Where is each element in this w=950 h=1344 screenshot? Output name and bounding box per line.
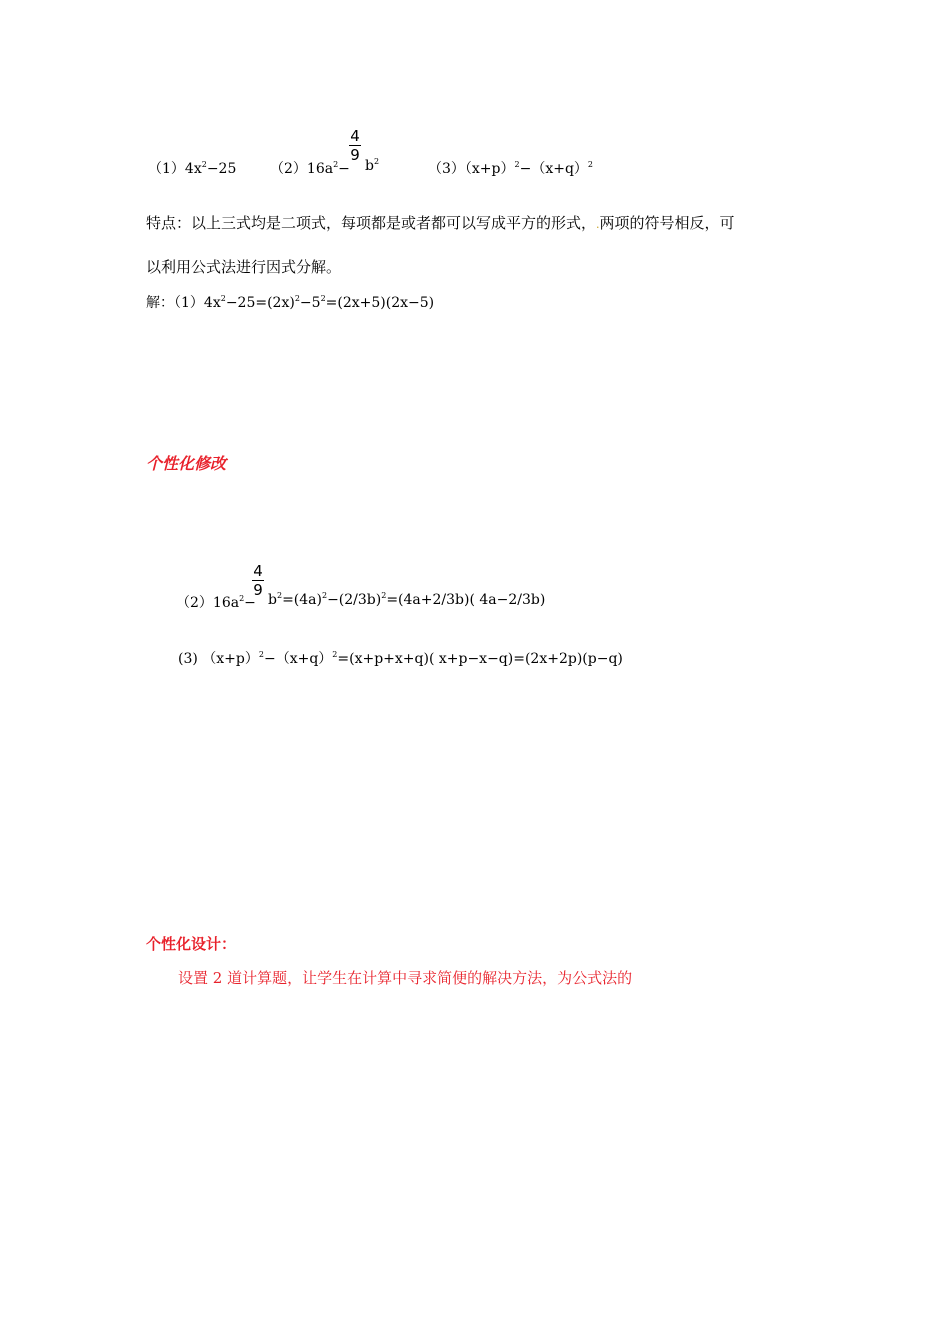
- problem-2-minus: −: [338, 161, 350, 177]
- solution-2-exp-1: 2: [239, 594, 245, 603]
- revision-mark: .: [596, 218, 600, 231]
- solution-1-start: 解：（1）4x: [146, 295, 221, 311]
- heading-modify: 个性化修改: [146, 454, 227, 473]
- problem-2-variable: b: [365, 158, 374, 174]
- problem-3-exponent-2: 2: [587, 160, 594, 169]
- solution-2-exp-4: 2: [381, 591, 387, 600]
- solution-2-end: =(4a+2/3b)( 4a−2/3b): [386, 592, 546, 608]
- solution-2-minus: −: [244, 595, 256, 611]
- problem-2-base: （2）16a: [270, 161, 334, 177]
- fraction-numerator: 4: [253, 562, 263, 580]
- solution-3-mid: −（x+q）: [263, 651, 333, 667]
- features-line-2: [146, 256, 341, 277]
- solution-1: [146, 292, 434, 312]
- problem-2-variable-exponent: 2: [373, 157, 380, 166]
- solution-2-tail: [268, 592, 545, 608]
- problem-2-fraction: [349, 128, 361, 163]
- problem-3: [428, 158, 593, 178]
- heading-design: 个性化设计：: [146, 935, 237, 953]
- solution-2: [176, 592, 256, 612]
- fraction-numerator: 4: [350, 127, 360, 145]
- solution-1-exp-3: 2: [320, 294, 326, 303]
- solution-2-exp-2: 2: [276, 591, 283, 600]
- solution-2-variable: b: [268, 592, 277, 608]
- solution-3-exp-2: 2: [332, 650, 338, 659]
- solution-1-exp-2: 2: [294, 294, 300, 303]
- problem-2: [270, 158, 350, 178]
- solution-3: [178, 648, 623, 668]
- fraction-denominator: 9: [350, 146, 360, 164]
- solution-2-fraction: [252, 563, 264, 598]
- solution-3-start: (3) （x+p）: [178, 651, 259, 667]
- solution-1-mid-1: −25=(2x): [225, 295, 295, 311]
- solution-2-mid-2: −(2/3b): [327, 592, 382, 608]
- fraction-denominator: 9: [253, 581, 263, 599]
- problem-1-suffix: −25: [206, 161, 237, 177]
- features-line-1: [146, 212, 735, 233]
- solution-3-end: =(x+p+x+q)( x+p−x−q)=(2x+2p)(p−q): [337, 651, 623, 667]
- solution-2-mid-1: =(4a): [282, 592, 322, 608]
- problem-1-exponent: 2: [201, 160, 207, 169]
- problem-3-second: −（x+q）: [519, 161, 588, 177]
- solution-3-exp-1: 2: [258, 650, 264, 659]
- solution-1-mid-2: −5: [299, 295, 321, 311]
- solution-2-start: （2）16a: [176, 595, 240, 611]
- problem-2-tail: [365, 158, 379, 174]
- problem-1-base: （1）4x: [148, 161, 202, 177]
- design-text: 设置 2 道计算题，让学生在计算中寻求简便的解决方法，为公式法的: [178, 969, 633, 987]
- solution-1-exp-1: 2: [220, 294, 226, 303]
- features-text-b: 两项的符号相反，可: [599, 214, 735, 232]
- problem-2-exponent: 2: [333, 160, 339, 169]
- solution-1-end: =(2x+5)(2x−5): [325, 295, 435, 311]
- problem-1: [148, 158, 236, 178]
- features-text-2: 以利用公式法进行因式分解。: [146, 258, 342, 276]
- features-text-a: 特点：以上三式均是二项式，每项都是或者都可以写成平方的形式，: [146, 214, 597, 232]
- problem-3-first: （3）（x+p）: [428, 161, 515, 177]
- problem-3-exponent-1: 2: [514, 160, 520, 169]
- solution-2-exp-3: 2: [321, 591, 328, 600]
